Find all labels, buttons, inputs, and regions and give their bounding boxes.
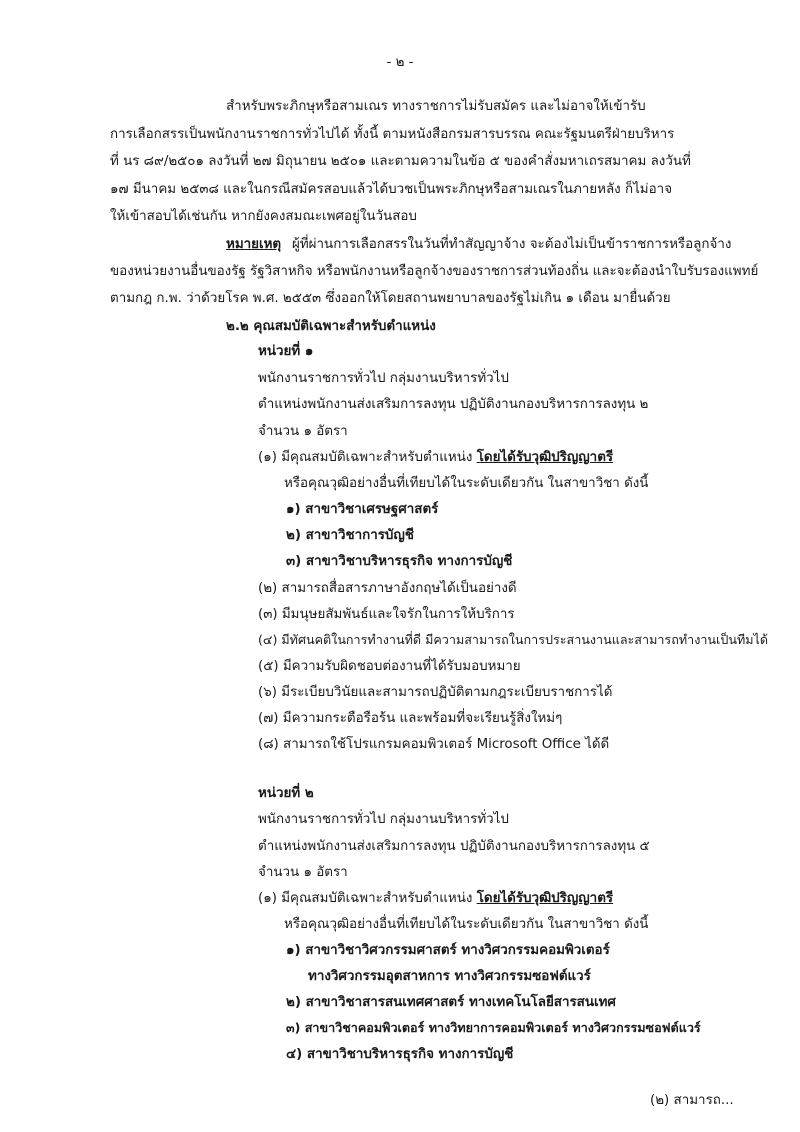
paragraph-line: ๑๗ มีนาคม ๒๕๓๘ และในกรณีสมัครสอบแล้วได้บวชเป็นพระภิกษุหรือสามเณรในภายหลัง ก็ไม่อาจ xyxy=(110,182,673,197)
unit1-qualification-7: (๗) มีความกระตือรือร้น และพร้อมที่จะเรียนรู้สิ่งใหม่ๆ xyxy=(258,711,563,726)
unit1-qualification-3: (๓) มีมนุษยสัมพันธ์และใจรักในการให้บริการ xyxy=(258,607,515,622)
remark-line: ตามกฎ ก.พ. ว่าด้วยโรค พ.ศ. ๒๕๕๓ ซึ่งออกให้โดยสถานพยาบาลของรัฐไม่เกิน ๑ เดือน มายื่นด้วย xyxy=(110,291,671,306)
unit2-group: พนักงานราชการทั่วไป กลุ่มงานบริหารทั่วไป xyxy=(258,812,509,827)
paragraph-line: ที่ นร ๘๙/๒๕๐๑ ลงวันที่ ๒๗ มิถุนายน ๒๕๐๑ และตามความในข้อ ๕ ของคำสั่งมหาเถรสมาคม ลงวันที่ xyxy=(110,154,691,169)
unit1-major-2: ๒) สาขาวิชาการบัญชี xyxy=(286,528,414,543)
unit1-qualification-2: (๒) สามารถสื่อสารภาษาอังกฤษได้เป็นอย่างดี xyxy=(258,581,517,596)
unit2-qualification-1-cont: หรือคุณวุฒิอย่างอื่นที่เทียบได้ในระดับเดียวกัน ในสาขาวิชา ดังนี้ xyxy=(284,917,649,932)
unit1-qualification-4: (๔) มีทัศนคติในการทำงานที่ดี มีความสามารถในการประสานงานและสามารถทำงานเป็นทีมได้ xyxy=(258,632,769,647)
unit1-major-1: ๑) สาขาวิชาเศรษฐศาสตร์ xyxy=(286,502,439,517)
unit1-group: พนักงานราชการทั่วไป กลุ่มงานบริหารทั่วไป xyxy=(258,371,509,386)
unit1-heading: หน่วยที่ ๑ xyxy=(258,344,314,359)
unit2-major-2: ๒) สาขาวิชาสารสนเทศศาสตร์ ทางเทคโนโลยีสารสนเทศ xyxy=(286,995,616,1010)
remark-line: ของหน่วยงานอื่นของรัฐ รัฐวิสาหกิจ หรือพนักงานหรือลูกจ้างของราชการส่วนท้องถิ่น และจะต้องนำใบรับรองแพทย์ xyxy=(110,264,759,279)
unit1-qualification-1-cont: หรือคุณวุฒิอย่างอื่นที่เทียบได้ในระดับเดียวกัน ในสาขาวิชา ดังนี้ xyxy=(284,476,649,491)
continuation-note: (๒) สามารถ... xyxy=(650,1093,734,1108)
degree-requirement: โดยได้รับวุฒิปริญญาตรี xyxy=(476,891,614,906)
unit2-major-3: ๓) สาขาวิชาคอมพิวเตอร์ ทางวิทยาการคอมพิวเตอร์ ทางวิศวกรรมซอฟต์แวร์ xyxy=(286,1020,701,1035)
unit1-position: ตำแหน่งพนักงานส่งเสริมการลงทุน ปฏิบัติงานกองบริหารการลงทุน ๒ xyxy=(258,397,649,412)
unit1-qualification-1 xyxy=(258,449,613,466)
unit1-qualification-5: (๕) มีความรับผิดชอบต่องานที่ได้รับมอบหมาย xyxy=(258,659,521,674)
unit2-qualification-1 xyxy=(258,890,613,907)
unit1-major-3: ๓) สาขาวิชาบริหารธุรกิจ ทางการบัญชี xyxy=(286,554,513,569)
paragraph-line: สำหรับพระภิกษุหรือสามเณร ทางราชการไม่รับสมัคร และไม่อาจให้เข้ารับ xyxy=(226,99,646,114)
unit2-major-4: ๔) สาขาวิชาบริหารธุรกิจ ทางการบัญชี xyxy=(286,1047,514,1062)
unit2-major-1-cont: ทางวิศวกรรมอุตสาหการ ทางวิศวกรรมซอฟต์แวร์ xyxy=(308,969,591,984)
qualification-lead: (๑) มีคุณสมบัติเฉพาะสำหรับตำแหน่ง xyxy=(258,891,477,906)
unit2-position: ตำแหน่งพนักงานส่งเสริมการลงทุน ปฏิบัติงานกองบริหารการลงทุน ๕ xyxy=(258,839,650,854)
section-heading: ๒.๒ คุณสมบัติเฉพาะสำหรับตำแหน่ง xyxy=(226,319,436,334)
paragraph-line: การเลือกสรรเป็นพนักงานราชการทั่วไปได้ ทั้งนี้ ตามหนังสือกรมสารบรรณ คณะรัฐมนตรีฝ่ายบริหาร xyxy=(110,127,675,142)
remark-line: ผู้ที่ผ่านการเลือกสรรในวันที่ทำสัญญาจ้าง จะต้องไม่เป็นข้าราชการหรือลูกจ้าง xyxy=(292,237,732,252)
remark-label: หมายเหตุ xyxy=(226,237,282,252)
qualification-lead: (๑) มีคุณสมบัติเฉพาะสำหรับตำแหน่ง xyxy=(258,450,477,465)
unit1-count: จำนวน ๑ อัตรา xyxy=(258,424,348,439)
unit1-qualification-6: (๖) มีระเบียบวินัยและสามารถปฏิบัติตามกฎระเบียบราชการได้ xyxy=(258,685,613,700)
paragraph-line: ให้เข้าสอบได้เช่นกัน หากยังคงสมณะเพศอยู่ในวันสอบ xyxy=(110,209,417,224)
unit2-count: จำนวน ๑ อัตรา xyxy=(258,865,348,880)
unit2-heading: หน่วยที่ ๒ xyxy=(258,786,314,801)
unit2-major-1: ๑) สาขาวิชาวิศวกรรมศาสตร์ ทางวิศวกรรมคอมพิวเตอร์ xyxy=(286,943,610,958)
degree-requirement: โดยได้รับวุฒิปริญญาตรี xyxy=(476,450,614,465)
unit1-qualification-8: (๘) สามารถใช้โปรแกรมคอมพิวเตอร์ Microsoft Office ได้ดี xyxy=(258,737,610,752)
page-number: - ๒ - xyxy=(386,55,414,70)
